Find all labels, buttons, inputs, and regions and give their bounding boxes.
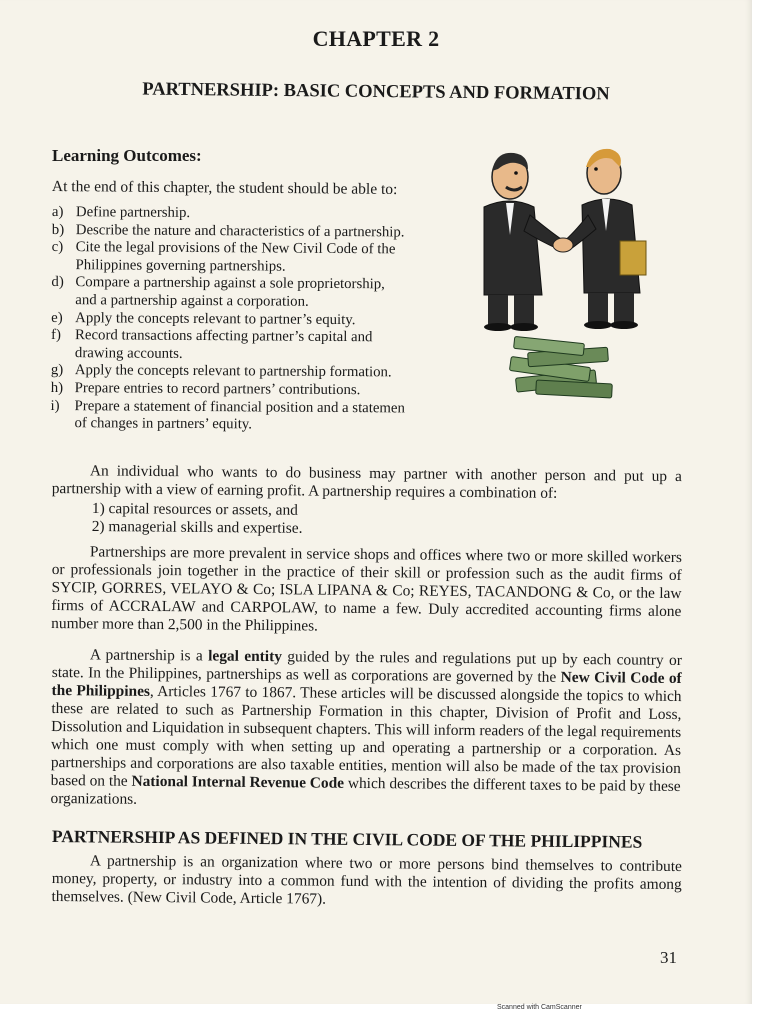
chapter-label: CHAPTER 2: [312, 26, 440, 51]
text-run: A partnership is a: [89, 646, 209, 665]
outcome-text: Record transactions affecting partner’s capital and: [75, 327, 373, 346]
outcome-marker: g): [50, 362, 64, 379]
list-item: 2) managerial skills and expertise.: [91, 517, 303, 537]
learning-outcomes-list: [50, 204, 452, 436]
outcome-item: [51, 327, 451, 365]
two-businessmen-handshake-icon: [462, 145, 662, 335]
section-heading: PARTNERSHIP AS DEFINED IN THE CIVIL CODE OF THE PHILIPPINES: [51, 826, 643, 852]
outcome-marker: d): [51, 274, 64, 291]
outcome-text: drawing accounts.: [74, 344, 183, 362]
paragraph-intro: An individual who wants to do business may partner with another person and put up a partnership with a view of earning profit. A partnership requires a combination of:: [51, 462, 682, 502]
outcome-text: Philippines governing partnerships.: [75, 256, 286, 275]
text-run: , Articles 1767 to 1867. These articles will be discussed alongside the topics to which these are related to such as Partnership Formation in this chapter, Division of Profit and Loss, Dissolution and Liquidation in subsequent chapters. This will inform readers of the legal requirements which one must comply with when setting up and operating a partnership or a corporation. As partnerships and corporations are also taxable entities, mention will also be made of the tax provision based on the: [50, 682, 682, 790]
page-number: 31: [660, 948, 677, 967]
text-run: guided by the rules and regulations put up by each country or state. In the Philippines, partnerships as well as corporations are governed by the: [51, 648, 682, 686]
bold-term: legal entity: [208, 647, 283, 666]
paragraph-legal-entity: [50, 646, 682, 814]
outcome-marker: a): [51, 204, 64, 221]
outcome-marker: b): [51, 221, 65, 238]
outcome-text: and a partnership against a corporation.: [75, 292, 309, 310]
outcome-marker: e): [51, 309, 63, 326]
scanner-watermark: Scanned with CamScanner: [497, 1004, 582, 1011]
outcome-item: [52, 239, 452, 277]
outcome-marker: c): [51, 239, 64, 256]
outcome-marker: i): [50, 397, 60, 414]
outcome-text: Describe the nature and characteristics of a partnership.: [75, 221, 405, 241]
outcome-text: Apply the concepts relevant to partnership formation.: [74, 362, 392, 381]
chapter-title: PARTNERSHIP: BASIC CONCEPTS AND FORMATION: [142, 79, 610, 105]
list-item: 1) capital resources or assets, and: [91, 500, 298, 519]
outcome-text: Cite the legal provisions of the New Civil Code of the: [75, 239, 396, 258]
learning-outcomes-intro: At the end of this chapter, the student should be able to:: [51, 178, 398, 199]
outcome-text: of changes in partners’ equity.: [74, 415, 253, 433]
outcome-marker: f): [51, 327, 61, 344]
outcome-text: Apply the concepts relevant to partner’s equity.: [75, 309, 356, 328]
outcome-item: [51, 274, 451, 312]
outcome-text: Compare a partnership against a sole proprietorship,: [75, 274, 385, 293]
outcome-text: Prepare a statement of financial position and a statemen: [74, 397, 405, 416]
paragraph-partnership-examples: Partnerships are more prevalent in service shops and offices where two or more skilled workers or professionals join together in the practice of their skill or profession such as the audit firms of SYCIP, GORRES, VELAYO & Co; ISLA LIPANA & Co; REYES, TACANDONG & Co, or the law firms of ACCRALAW and CARPOLAW, to name a few. Duly accredited accounting firms alone number more than 2,500 in the Philippines.: [51, 543, 682, 635]
requirements-list: [92, 500, 303, 538]
outcome-marker: h): [50, 379, 64, 397]
outcome-item: [50, 398, 450, 436]
money-stack-icon: [506, 334, 616, 404]
outcome-text: Define partnership.: [75, 204, 191, 221]
outcome-text: Prepare entries to record partners’ contributions.: [74, 380, 361, 399]
learning-outcomes-heading: Learning Outcomes:: [52, 146, 202, 165]
bold-term: National Internal Revenue Code: [131, 772, 345, 792]
bold-term: New Civil Code of the Philippines: [51, 668, 682, 700]
text-run: which describes the different taxes to be paid by these organizations.: [50, 774, 681, 808]
paragraph-definition: A partnership is an organization where two or more persons bind themselves to contribute money, property, or industry into a common fund with the intention of dividing the profits among themselves. (New Civil Code, Article 1767).: [51, 852, 682, 908]
